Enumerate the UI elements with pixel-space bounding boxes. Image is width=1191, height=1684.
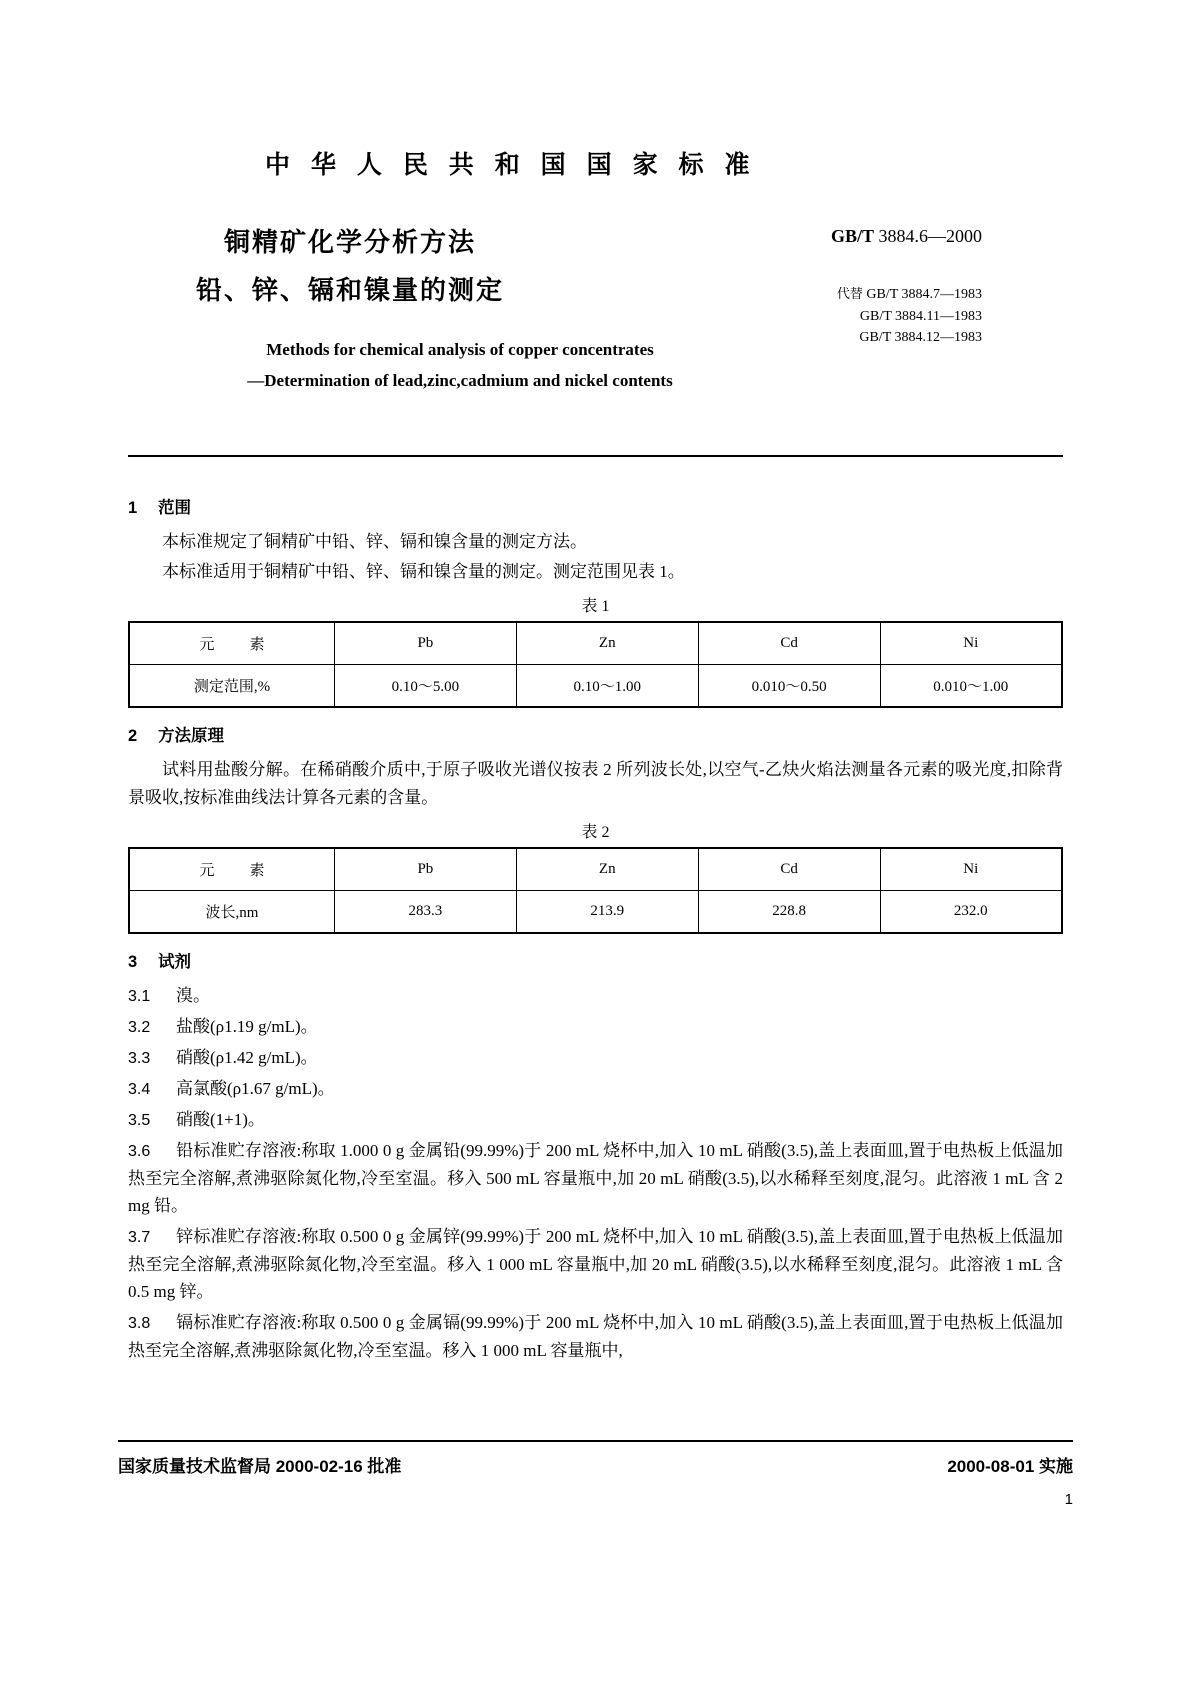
reagent-number: 3.5: [128, 1111, 151, 1129]
replaced-standard-0: GB/T 3884.7—1983: [866, 287, 982, 302]
table2-header-label: [129, 848, 334, 891]
chinese-title-block: [0, 218, 700, 314]
reagent-number: 3.8: [128, 1314, 151, 1332]
table-row: [129, 891, 1062, 934]
replaced-standard-1: GB/T 3884.11—1983: [859, 308, 982, 324]
reagent-number: 3.2: [128, 1019, 151, 1037]
table2-value-cd: 228.8: [698, 891, 880, 934]
section-number-2: 2: [128, 727, 138, 746]
table2-row1-label: 波长,nm: [129, 891, 334, 934]
replaced-standard-line-2: [700, 306, 982, 328]
section-title-1: 范围: [158, 499, 191, 517]
table1-value-zn: 0.10～1.00: [516, 665, 698, 708]
document-body: [128, 480, 1063, 1367]
table1-header-cd: Cd: [698, 622, 880, 665]
section1-paragraph-1: 本标准规定了铜精矿中铅、锌、镉和镍含量的测定方法。: [162, 532, 587, 551]
reagent-item: [128, 1309, 1063, 1364]
reagent-item: [128, 1013, 1063, 1041]
reagent-text: 盐酸(ρ1.19 g/mL)。: [176, 1017, 318, 1037]
document-header: [0, 150, 1191, 393]
standard-number-rest: 3884.6—2000: [878, 226, 982, 246]
reagent-text: 铅标准贮存溶液:称取 1.000 0 g 金属铅(99.99%)于 200 mL 烧杯中,加入 10 mL 硝酸(3.5),盖上表面皿,置于电热板上低温加热至完全溶解,煮沸驱除氮化物,冷至室温。移入 500 mL 容量瓶中,加 20 mL 硝酸(3.5),以水稀释至刻度,混匀。此溶液 1 mL 含 2 mg 铅。: [128, 1140, 1063, 1216]
footer-effective-date: 2000-08-01 实施: [947, 1457, 1073, 1476]
chinese-title-line-1: 铜精矿化学分析方法: [223, 227, 476, 257]
reagent-item: [128, 1137, 1063, 1220]
table1-row0-label: 元 素: [199, 637, 275, 654]
table1-value-cd: 0.010～0.50: [698, 665, 880, 708]
document-footer: [118, 1440, 1073, 1508]
replaced-standard-line-1: [700, 284, 982, 306]
english-title-line-1: Methods for chemical analysis of copper concentrates: [266, 340, 654, 359]
reagent-text: 锌标准贮存溶液:称取 0.500 0 g 金属锌(99.99%)于 200 mL 烧杯中,加入 10 mL 硝酸(3.5),盖上表面皿,置于电热板上低温加热至完全溶解,煮沸驱除氮化物,冷至室温。移入 1 000 mL 容量瓶中,加 20 mL 硝酸(3.5),以水稀释至刻度,混匀。此溶液 1 mL 含 0.5 mg 锌。: [128, 1226, 1063, 1302]
section1-paragraph-2: 本标准适用于铜精矿中铅、锌、镉和镍含量的测定。测定范围见表 1。: [162, 561, 685, 581]
section-heading-1: [128, 494, 1063, 518]
standard-number: [700, 226, 990, 247]
standard-number-prefix: GB/T: [830, 226, 874, 246]
section-number-1: 1: [128, 499, 138, 517]
reagent-item: [128, 1106, 1063, 1134]
table2-value-zn: 213.9: [516, 891, 698, 934]
header-divider: [128, 455, 1063, 457]
title-row: [0, 218, 1191, 393]
table2-header-ni: Ni: [880, 848, 1062, 891]
table1-header-ni: Ni: [880, 622, 1062, 665]
section2-paragraph-1: 试料用盐酸分解。在稀硝酸介质中,于原子吸收光谱仪按表 2 所列波长处,以空气-乙炔火焰法测量各元素的吸光度,扣除背景吸收,按标准曲线法计算各元素的含量。: [128, 760, 1063, 807]
table1-caption: 表 1: [581, 598, 610, 616]
english-title-line-2: —Determination of lead,zinc,cadmium and nickel contents: [247, 371, 673, 391]
section-number-3: 3: [128, 953, 138, 972]
replaces-label: 代替: [836, 286, 863, 301]
section-heading-3: [128, 948, 1063, 972]
table-measurement-range: [128, 621, 1063, 708]
table-row: [129, 665, 1062, 708]
reagent-number: 3.7: [128, 1228, 151, 1246]
reagent-list: [128, 982, 1063, 1364]
chinese-title-line-2: 铅、锌、镉和镍量的测定: [195, 275, 504, 306]
national-standard-title: 中 华 人 民 共 和 国 国 家 标 准: [265, 151, 757, 179]
table-row: [129, 848, 1062, 891]
reagent-item: [128, 1075, 1063, 1103]
table2-caption: 表 2: [581, 824, 610, 842]
table2-row0-label: 元 素: [199, 863, 275, 880]
reagent-item: [128, 982, 1063, 1010]
table2-header-cd: Cd: [698, 848, 880, 891]
table2-value-pb: 283.3: [334, 891, 516, 934]
reagent-item: [128, 1044, 1063, 1072]
reagent-text: 镉标准贮存溶液:称取 0.500 0 g 金属镉(99.99%)于 200 mL 烧杯中,加入 10 mL 硝酸(3.5),盖上表面皿,置于电热板上低温加热至完全溶解,煮沸驱除氮化物,冷至室温。移入 1 000 mL 容量瓶中,: [128, 1312, 1063, 1360]
table1-value-pb: 0.10～5.00: [334, 665, 516, 708]
table2-header-pb: Pb: [334, 848, 516, 891]
table1-row1-label: 测定范围,%: [129, 665, 334, 708]
replaced-standards-block: [700, 284, 990, 349]
section-title-2: 方法原理: [158, 727, 224, 746]
table2-value-ni: 232.0: [880, 891, 1062, 934]
section-heading-2: [128, 722, 1063, 746]
reagent-item: [128, 1223, 1063, 1306]
table1-header-pb: Pb: [334, 622, 516, 665]
table-wavelengths: [128, 847, 1063, 934]
footer-divider: [118, 1440, 1073, 1442]
standard-number-block: [700, 226, 990, 349]
section-title-3: 试剂: [158, 953, 191, 972]
table1-header-label: [129, 622, 334, 665]
reagent-number: 3.1: [128, 988, 151, 1006]
reagent-number: 3.3: [128, 1049, 151, 1067]
table-row: [129, 622, 1062, 665]
page-number: 1: [1064, 1491, 1073, 1508]
reagent-text: 溴。: [176, 986, 210, 1006]
footer-issuer: 国家质量技术监督局 2000-02-16 批准: [118, 1457, 402, 1476]
table2-header-zn: Zn: [516, 848, 698, 891]
footer-row: [118, 1452, 1073, 1477]
reagent-text: 高氯酸(ρ1.67 g/mL)。: [176, 1078, 335, 1098]
reagent-number: 3.4: [128, 1080, 151, 1098]
replaced-standard-2: GB/T 3884.12—1983: [859, 330, 982, 346]
table1-header-zn: Zn: [516, 622, 698, 665]
reagent-text: 硝酸(ρ1.42 g/mL)。: [176, 1047, 318, 1067]
reagent-text: 硝酸(1+1)。: [176, 1109, 265, 1129]
table1-value-ni: 0.010～1.00: [880, 665, 1062, 708]
reagent-number: 3.6: [128, 1142, 151, 1160]
replaced-standard-line-3: [700, 327, 982, 349]
